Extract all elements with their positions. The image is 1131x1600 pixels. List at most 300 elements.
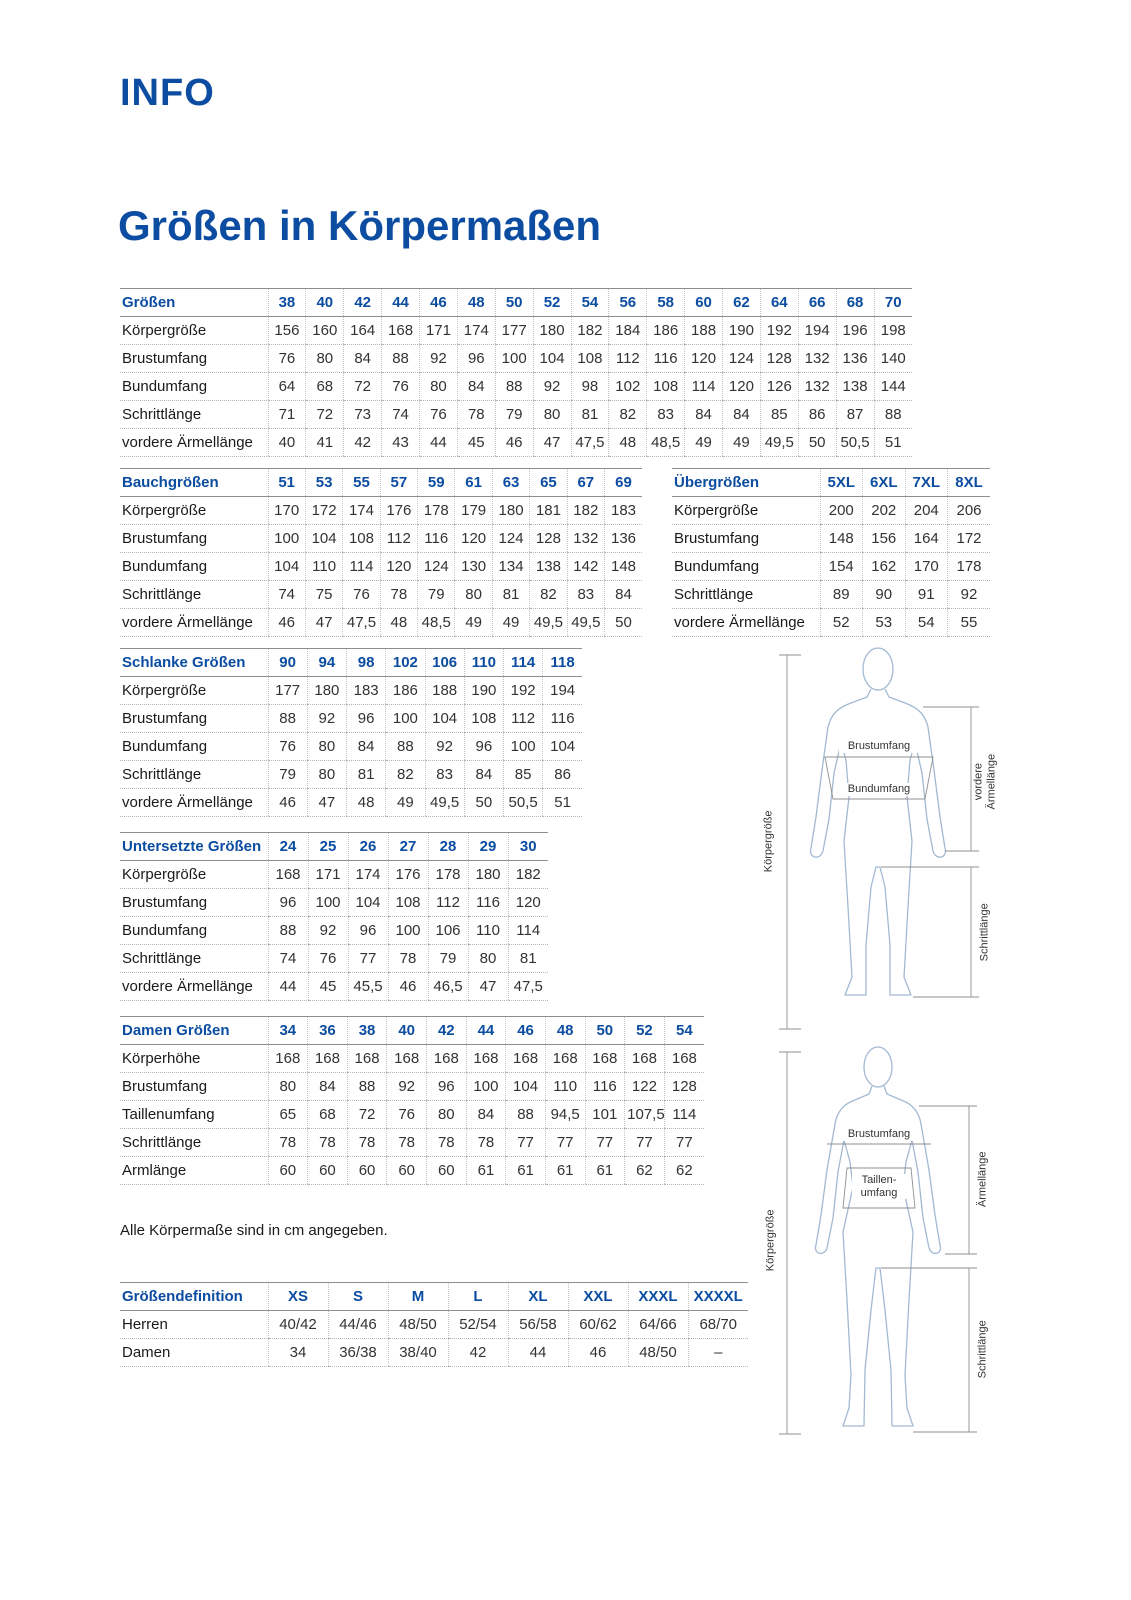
value-cell: 48: [380, 609, 417, 637]
value-cell: 96: [347, 705, 386, 733]
table-row: [120, 677, 582, 705]
table-row: [120, 861, 548, 889]
column-header: 56: [609, 289, 647, 317]
value-cell: 164: [344, 317, 382, 345]
size-table: [120, 832, 548, 1001]
column-header: 38: [268, 289, 306, 317]
value-cell: 48: [347, 789, 386, 817]
column-header: 106: [425, 649, 464, 677]
table-row: [120, 373, 912, 401]
column-header: 57: [380, 469, 417, 497]
value-cell: 108: [464, 705, 503, 733]
table-header-row: [120, 469, 642, 497]
row-label: Brustumfang: [120, 705, 268, 733]
column-header: 55: [343, 469, 380, 497]
value-cell: 83: [567, 581, 604, 609]
value-cell: 52: [820, 609, 863, 637]
column-header: 26: [348, 833, 388, 861]
value-cell: 168: [545, 1045, 585, 1073]
value-cell: 104: [268, 553, 305, 581]
value-cell: 128: [664, 1073, 704, 1101]
value-cell: 80: [307, 733, 346, 761]
value-cell: 194: [798, 317, 836, 345]
value-cell: 200: [820, 497, 863, 525]
column-header: 30: [508, 833, 548, 861]
value-cell: 168: [625, 1045, 665, 1073]
row-label: Körpergröße: [120, 861, 268, 889]
column-header: XXL: [568, 1283, 628, 1311]
table-row: [120, 1129, 704, 1157]
value-cell: 62: [625, 1157, 665, 1185]
value-cell: 148: [820, 525, 863, 553]
column-header: 8XL: [948, 469, 991, 497]
row-label: Brustumfang: [120, 345, 268, 373]
unit-note: Alle Körpermaße sind in cm angegeben.: [120, 1222, 388, 1239]
value-cell: 72: [344, 373, 382, 401]
value-cell: 60: [308, 1157, 348, 1185]
value-cell: 171: [420, 317, 458, 345]
value-cell: 74: [268, 581, 305, 609]
value-cell: 76: [420, 401, 458, 429]
column-header: 68: [836, 289, 874, 317]
value-cell: 46: [495, 429, 533, 457]
table-row: [120, 733, 582, 761]
value-cell: 47,5: [508, 973, 548, 1001]
row-label: Bundumfang: [120, 917, 268, 945]
table-row: [672, 525, 990, 553]
value-cell: 108: [343, 525, 380, 553]
value-cell: 84: [685, 401, 723, 429]
value-cell: 120: [455, 525, 492, 553]
value-cell: 192: [504, 677, 543, 705]
female-brustumfang-label: Brustumfang: [839, 1128, 919, 1141]
value-cell: 174: [343, 497, 380, 525]
table-row: [120, 317, 912, 345]
column-header: 70: [874, 289, 912, 317]
value-cell: 90: [863, 581, 906, 609]
table-header-row: [120, 1017, 704, 1045]
column-header: XXXXL: [688, 1283, 748, 1311]
row-label: Brustumfang: [120, 889, 268, 917]
table-row: [120, 1101, 704, 1129]
value-cell: 44: [268, 973, 308, 1001]
value-cell: 194: [543, 677, 582, 705]
table-title: Größen: [120, 289, 268, 317]
value-cell: 170: [268, 497, 305, 525]
value-cell: 40: [268, 429, 306, 457]
row-label: Bundumfang: [672, 553, 820, 581]
value-cell: 196: [836, 317, 874, 345]
column-header: 64: [760, 289, 798, 317]
value-cell: 96: [427, 1073, 467, 1101]
female-figure-outline: [763, 1040, 998, 1442]
value-cell: 116: [418, 525, 455, 553]
value-cell: 50: [605, 609, 642, 637]
table-schlanke-groessen: [120, 648, 582, 817]
column-header: 7XL: [905, 469, 948, 497]
row-label: Schrittlänge: [120, 945, 268, 973]
row-label: Brustumfang: [120, 525, 268, 553]
row-label: Bundumfang: [120, 553, 268, 581]
value-cell: 82: [609, 401, 647, 429]
row-label: vordere Ärmellänge: [120, 973, 268, 1001]
value-cell: 100: [308, 889, 348, 917]
column-header: 54: [664, 1017, 704, 1045]
row-label: vordere Ärmellänge: [672, 609, 820, 637]
value-cell: 77: [348, 945, 388, 973]
value-cell: 96: [457, 345, 495, 373]
value-cell: –: [688, 1339, 748, 1367]
value-cell: 49: [386, 789, 425, 817]
value-cell: 75: [305, 581, 342, 609]
table-title: Damen Größen: [120, 1017, 268, 1045]
value-cell: 47: [533, 429, 571, 457]
value-cell: 172: [948, 525, 991, 553]
value-cell: 47,5: [343, 609, 380, 637]
table-row: [120, 1311, 748, 1339]
table-header-row: [120, 649, 582, 677]
value-cell: 50: [798, 429, 836, 457]
value-cell: 51: [874, 429, 912, 457]
value-cell: 60: [387, 1157, 427, 1185]
value-cell: 130: [455, 553, 492, 581]
size-table: [120, 288, 912, 457]
table-row: [120, 581, 642, 609]
row-label: vordere Ärmellänge: [120, 789, 268, 817]
value-cell: 80: [420, 373, 458, 401]
table-row: [120, 609, 642, 637]
row-label: Armlänge: [120, 1157, 268, 1185]
value-cell: 50: [464, 789, 503, 817]
value-cell: 138: [530, 553, 567, 581]
table-row: [120, 973, 548, 1001]
value-cell: 77: [506, 1129, 546, 1157]
male-figure-outline: [763, 645, 998, 1037]
value-cell: 190: [464, 677, 503, 705]
value-cell: 116: [468, 889, 508, 917]
value-cell: 178: [418, 497, 455, 525]
table-row: [120, 429, 912, 457]
value-cell: 71: [268, 401, 306, 429]
value-cell: 186: [647, 317, 685, 345]
table-row: [120, 945, 548, 973]
value-cell: 47: [305, 609, 342, 637]
size-table: [120, 1016, 704, 1185]
table-row: [672, 581, 990, 609]
value-cell: 168: [585, 1045, 625, 1073]
column-header: 58: [647, 289, 685, 317]
value-cell: 100: [466, 1073, 506, 1101]
value-cell: 164: [905, 525, 948, 553]
value-cell: 120: [723, 373, 761, 401]
value-cell: 73: [344, 401, 382, 429]
value-cell: 78: [388, 945, 428, 973]
value-cell: 45: [457, 429, 495, 457]
table-row: [120, 525, 642, 553]
value-cell: 78: [268, 1129, 308, 1157]
value-cell: 104: [533, 345, 571, 373]
column-header: XXXL: [628, 1283, 688, 1311]
value-cell: 192: [760, 317, 798, 345]
female-taillenumfang-label: Taillen-umfang: [852, 1174, 906, 1199]
column-header: 118: [543, 649, 582, 677]
value-cell: 120: [685, 345, 723, 373]
value-cell: 61: [585, 1157, 625, 1185]
value-cell: 168: [664, 1045, 704, 1073]
value-cell: 82: [530, 581, 567, 609]
table-row: [120, 1045, 704, 1073]
row-label: Schrittlänge: [120, 581, 268, 609]
value-cell: 182: [508, 861, 548, 889]
value-cell: 78: [457, 401, 495, 429]
column-header: 27: [388, 833, 428, 861]
value-cell: 162: [863, 553, 906, 581]
row-label: Bundumfang: [120, 373, 268, 401]
table-row: [120, 1157, 704, 1185]
column-header: 44: [466, 1017, 506, 1045]
value-cell: 81: [492, 581, 529, 609]
value-cell: 46,5: [428, 973, 468, 1001]
table-title: Schlanke Größen: [120, 649, 268, 677]
value-cell: 120: [508, 889, 548, 917]
value-cell: 92: [425, 733, 464, 761]
column-header: 102: [386, 649, 425, 677]
table-row: [120, 761, 582, 789]
value-cell: 78: [466, 1129, 506, 1157]
value-cell: 136: [605, 525, 642, 553]
value-cell: 110: [468, 917, 508, 945]
column-header: XL: [508, 1283, 568, 1311]
column-header: 65: [530, 469, 567, 497]
value-cell: 46: [388, 973, 428, 1001]
table-header-row: [672, 469, 990, 497]
column-header: 69: [605, 469, 642, 497]
column-header: 61: [455, 469, 492, 497]
info-heading: INFO: [120, 72, 215, 114]
value-cell: 110: [305, 553, 342, 581]
value-cell: 94,5: [545, 1101, 585, 1129]
value-cell: 79: [418, 581, 455, 609]
value-cell: 96: [268, 889, 308, 917]
value-cell: 168: [387, 1045, 427, 1073]
value-cell: 168: [308, 1045, 348, 1073]
value-cell: 84: [308, 1073, 348, 1101]
column-header: 34: [268, 1017, 308, 1045]
table-header-row: [120, 289, 912, 317]
table-header-row: [120, 833, 548, 861]
value-cell: 128: [530, 525, 567, 553]
column-header: 48: [545, 1017, 585, 1045]
value-cell: 61: [506, 1157, 546, 1185]
size-table: [120, 1282, 748, 1367]
value-cell: 88: [495, 373, 533, 401]
column-header: 66: [798, 289, 836, 317]
male-measurement-diagram: [763, 645, 998, 1037]
table-untersetzte-groessen: [120, 832, 548, 1001]
value-cell: 108: [647, 373, 685, 401]
value-cell: 44: [508, 1339, 568, 1367]
column-header: 52: [625, 1017, 665, 1045]
value-cell: 116: [647, 345, 685, 373]
value-cell: 108: [388, 889, 428, 917]
female-koerpergroesse-label: Körpergröße: [764, 1209, 777, 1272]
size-table: [672, 468, 990, 637]
value-cell: 81: [571, 401, 609, 429]
value-cell: 76: [343, 581, 380, 609]
male-body-outline: [811, 648, 946, 995]
value-cell: 176: [388, 861, 428, 889]
column-header: 50: [495, 289, 533, 317]
value-cell: 42: [344, 429, 382, 457]
value-cell: 49,5: [567, 609, 604, 637]
value-cell: 77: [545, 1129, 585, 1157]
value-cell: 107,5: [625, 1101, 665, 1129]
column-header: 38: [347, 1017, 387, 1045]
row-label: Schrittlänge: [672, 581, 820, 609]
value-cell: 43: [382, 429, 420, 457]
male-dimension-lines: [779, 655, 979, 1029]
value-cell: 96: [464, 733, 503, 761]
value-cell: 52/54: [448, 1311, 508, 1339]
row-label: Schrittlänge: [120, 401, 268, 429]
value-cell: 80: [455, 581, 492, 609]
value-cell: 177: [268, 677, 307, 705]
value-cell: 144: [874, 373, 912, 401]
row-label: vordere Ärmellänge: [120, 429, 268, 457]
value-cell: 47: [468, 973, 508, 1001]
column-header: 28: [428, 833, 468, 861]
value-cell: 156: [268, 317, 306, 345]
value-cell: 180: [492, 497, 529, 525]
value-cell: 89: [820, 581, 863, 609]
value-cell: 88: [382, 345, 420, 373]
value-cell: 49,5: [760, 429, 798, 457]
value-cell: 100: [504, 733, 543, 761]
value-cell: 204: [905, 497, 948, 525]
value-cell: 112: [609, 345, 647, 373]
value-cell: 46: [568, 1339, 628, 1367]
value-cell: 182: [567, 497, 604, 525]
value-cell: 36/38: [328, 1339, 388, 1367]
row-label: Schrittlänge: [120, 1129, 268, 1157]
column-header: 63: [492, 469, 529, 497]
female-schrittlaenge-label: Schrittlänge: [976, 1320, 989, 1379]
value-cell: 174: [348, 861, 388, 889]
value-cell: 48/50: [388, 1311, 448, 1339]
table-row: [120, 705, 582, 733]
value-cell: 53: [863, 609, 906, 637]
value-cell: 168: [268, 1045, 308, 1073]
table-row: [672, 497, 990, 525]
column-header: 54: [571, 289, 609, 317]
column-header: 59: [418, 469, 455, 497]
value-cell: 178: [948, 553, 991, 581]
value-cell: 104: [543, 733, 582, 761]
value-cell: 78: [347, 1129, 387, 1157]
value-cell: 80: [306, 345, 344, 373]
female-body-outline: [815, 1047, 940, 1426]
value-cell: 160: [306, 317, 344, 345]
row-label: Körpergröße: [120, 317, 268, 345]
column-header: S: [328, 1283, 388, 1311]
value-cell: 45: [308, 973, 348, 1001]
value-cell: 76: [387, 1101, 427, 1129]
value-cell: 140: [874, 345, 912, 373]
value-cell: 98: [571, 373, 609, 401]
row-label: Bundumfang: [120, 733, 268, 761]
value-cell: 106: [428, 917, 468, 945]
value-cell: 112: [504, 705, 543, 733]
value-cell: 62: [664, 1157, 704, 1185]
value-cell: 79: [268, 761, 307, 789]
value-cell: 61: [545, 1157, 585, 1185]
value-cell: 168: [466, 1045, 506, 1073]
value-cell: 104: [425, 705, 464, 733]
value-cell: 92: [533, 373, 571, 401]
value-cell: 88: [386, 733, 425, 761]
value-cell: 40/42: [268, 1311, 328, 1339]
value-cell: 180: [533, 317, 571, 345]
value-cell: 202: [863, 497, 906, 525]
column-header: 40: [387, 1017, 427, 1045]
value-cell: 81: [347, 761, 386, 789]
value-cell: 178: [428, 861, 468, 889]
value-cell: 92: [307, 705, 346, 733]
value-cell: 180: [307, 677, 346, 705]
value-cell: 76: [268, 733, 307, 761]
value-cell: 38/40: [388, 1339, 448, 1367]
male-koerpergroesse-label: Körpergröße: [762, 810, 775, 873]
value-cell: 76: [308, 945, 348, 973]
value-cell: 104: [506, 1073, 546, 1101]
value-cell: 168: [506, 1045, 546, 1073]
value-cell: 84: [457, 373, 495, 401]
value-cell: 80: [307, 761, 346, 789]
value-cell: 101: [585, 1101, 625, 1129]
value-cell: 42: [448, 1339, 508, 1367]
row-label: Brustumfang: [120, 1073, 268, 1101]
value-cell: 182: [571, 317, 609, 345]
value-cell: 122: [625, 1073, 665, 1101]
value-cell: 84: [347, 733, 386, 761]
value-cell: 84: [344, 345, 382, 373]
table-uebergroessen: [672, 468, 990, 637]
value-cell: 50,5: [504, 789, 543, 817]
column-header: 67: [567, 469, 604, 497]
column-header: 5XL: [820, 469, 863, 497]
value-cell: 68: [306, 373, 344, 401]
value-cell: 134: [492, 553, 529, 581]
value-cell: 206: [948, 497, 991, 525]
value-cell: 34: [268, 1339, 328, 1367]
value-cell: 60/62: [568, 1311, 628, 1339]
value-cell: 79: [495, 401, 533, 429]
value-cell: 132: [567, 525, 604, 553]
column-header: 110: [464, 649, 503, 677]
table-title: Übergrößen: [672, 469, 820, 497]
value-cell: 170: [905, 553, 948, 581]
value-cell: 86: [798, 401, 836, 429]
value-cell: 92: [308, 917, 348, 945]
column-header: 25: [308, 833, 348, 861]
value-cell: 78: [427, 1129, 467, 1157]
row-label: vordere Ärmellänge: [120, 609, 268, 637]
value-cell: 41: [306, 429, 344, 457]
value-cell: 87: [836, 401, 874, 429]
value-cell: 100: [268, 525, 305, 553]
value-cell: 84: [723, 401, 761, 429]
value-cell: 172: [305, 497, 342, 525]
